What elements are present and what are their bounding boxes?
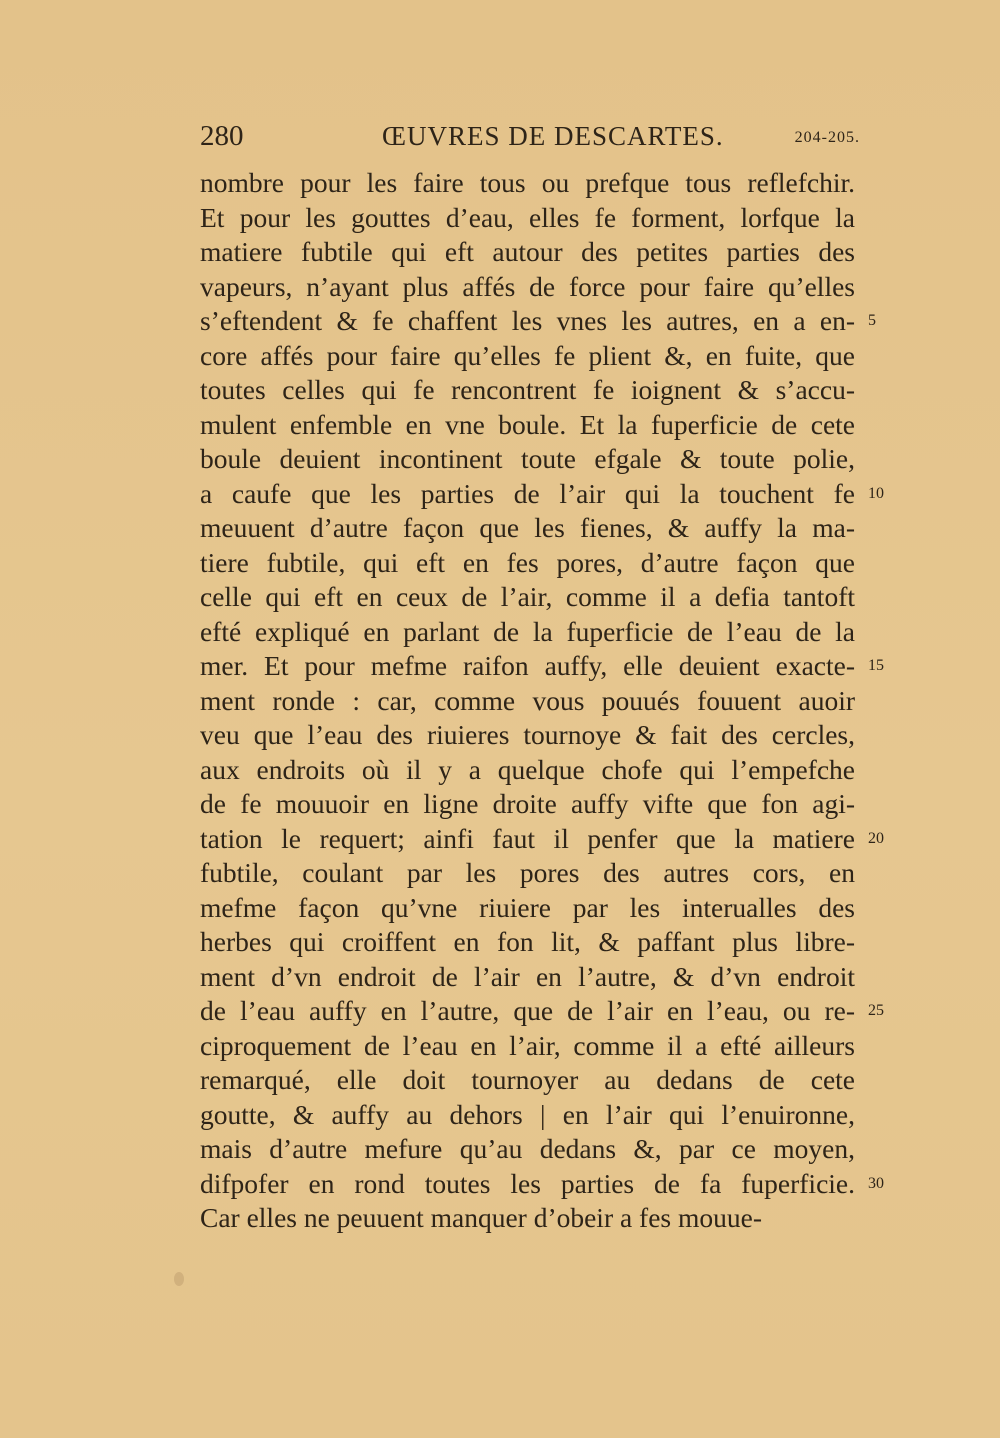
paper-speck — [174, 1272, 184, 1286]
text-line: fubtile, coulant par les pores des autres cors, en — [200, 857, 855, 888]
text-line: a caufe que les parties de l’air qui la touchent fe — [200, 477, 855, 509]
text-line: vapeurs, n’ayant plus affés de force pour faire qu’elles — [200, 270, 855, 302]
line-number: 15 — [868, 657, 884, 674]
text-line: tation le requert; ainfi faut il penfer que la matiere — [200, 822, 855, 854]
text-line: matiere fubtile qui eft autour des petites parties des — [200, 236, 855, 267]
line-number: 10 — [868, 484, 884, 502]
page-number: 280 — [200, 120, 244, 152]
text-line: core affés pour faire qu’elles fe plient &, en fuite, que — [200, 339, 855, 371]
body-text — [200, 166, 855, 1236]
text-line: celle qui eft en ceux de l’air, comme il a defia tantoft — [200, 581, 855, 612]
text-line: meuuent d’autre façon que les fienes, & auffy la ma- — [200, 512, 855, 543]
folio-reference: 204-205. — [794, 129, 860, 146]
text-line: herbes qui croiffent en fon lit, & paffant plus libre- — [200, 926, 855, 957]
text-line: remarqué, elle doit tournoyer au dedans de cete — [200, 1064, 855, 1095]
text-line: veu que l’eau des riuieres tournoye & fait des cercles, — [200, 719, 855, 750]
text-line: mais d’autre mefure qu’au dedans &, par ce moyen, — [200, 1133, 855, 1164]
line-number: 25 — [868, 1002, 884, 1019]
text-line: toutes celles qui fe rencontrent fe ioignent & s’accu- — [200, 374, 855, 405]
text-line: tiere fubtile, qui eft en fes pores, d’autre façon que — [200, 546, 855, 578]
text-line: s’eftendent & fe chaffent les vnes les autres, en a en- — [200, 305, 855, 336]
text-line: ciproquement de l’eau en l’air, comme il a efté ailleurs — [200, 1029, 855, 1061]
text-line: mer. Et pour mefme raifon auffy, elle deuient exacte- — [200, 650, 855, 681]
text-line: mefme façon qu’vne riuiere par les interualles des — [200, 891, 855, 923]
running-title: ŒUVRES DE DESCARTES. — [382, 121, 724, 151]
text-line: nombre pour les faire tous ou prefque tous reflefchir. — [200, 167, 855, 198]
text-line: Car elles ne peuuent manquer d’obeir a fes mouue- — [200, 1202, 763, 1233]
text-line: aux endroits où il y a quelque chofe qui l’empefche — [200, 753, 855, 785]
text-line: ment ronde : car, comme vous pouués fouuent auoir — [200, 684, 855, 716]
text-line: Et pour les gouttes d’eau, elles fe forment, lorfque la — [200, 201, 855, 233]
text-line: ment d’vn endroit de l’air en l’autre, & d’vn endroit — [200, 960, 855, 992]
line-number: 20 — [868, 829, 884, 847]
text-line: efté expliqué en parlant de la fuperficie de l’eau de la — [200, 615, 855, 647]
line-number: 30 — [868, 1174, 884, 1192]
page-header — [200, 116, 860, 156]
text-line: de l’eau auffy en l’autre, que de l’air en l’eau, ou re- — [200, 995, 855, 1026]
text-line: difpofer en rond toutes les parties de fa fuperficie. — [200, 1167, 855, 1199]
line-number: 5 — [868, 312, 876, 329]
text-line: mulent enfemble en vne boule. Et la fuperficie de cete — [200, 408, 855, 440]
text-line: goutte, & auffy au dehors | en l’air qui l’enuironne, — [200, 1098, 855, 1130]
text-line: boule deuient incontinent toute efgale & toute polie, — [200, 443, 855, 474]
text-line: de fe mouuoir en ligne droite auffy vifte que fon agi- — [200, 788, 855, 819]
